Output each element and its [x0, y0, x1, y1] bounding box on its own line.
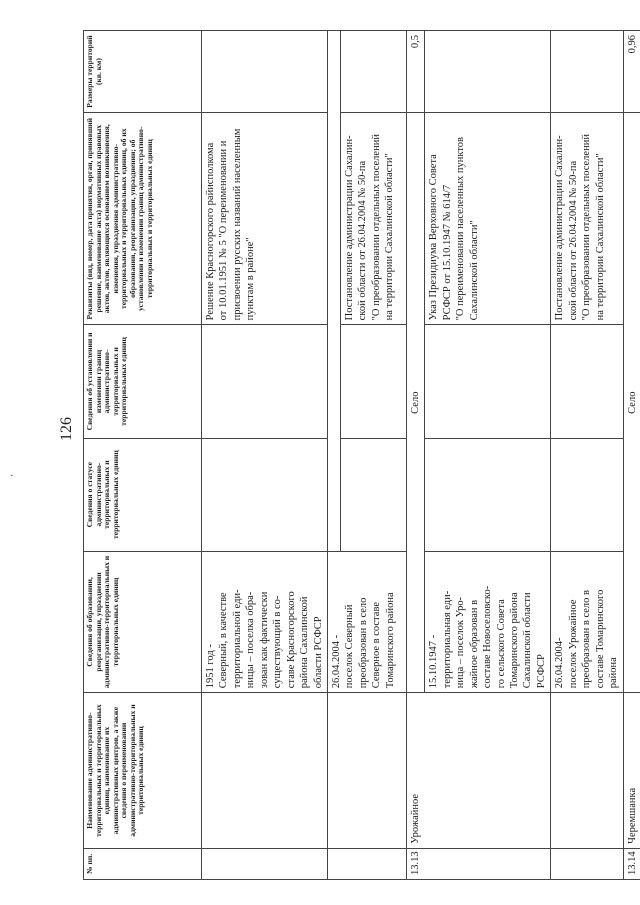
cell-formation: 15.10.1947 - территориальная еди- ница – поселок Уро- жайное образован в составе Новоселовско- го сельского Совета Томаринского района Сахалинской области РСФСР [425, 551, 551, 693]
cell-num [202, 848, 328, 879]
cell-num: 13.13 [406, 848, 550, 879]
cell-name [202, 693, 328, 849]
cell-status-span: Село [406, 113, 424, 693]
stray-mark: · [10, 470, 14, 482]
header-num: № пп. [84, 848, 202, 879]
cell-requisites: Постановление администрации Сахалин- ской области от 26.04.2004 № 50-па "О преобразовании отдельных поселений на территории Сахалинской области" [340, 113, 406, 325]
page-number: 126 [58, 417, 75, 441]
cell-span [327, 31, 340, 552]
cell-formation: 26.04.2004- поселок Урожайное преобразован в село в составе Томаринского района [551, 551, 623, 693]
registry-table-rotated [83, 30, 638, 880]
cell-name [327, 693, 406, 849]
table-row-13-13 [406, 31, 424, 880]
cell-size: 0,5 [406, 31, 424, 113]
cell-borders [340, 325, 406, 438]
cell-borders [202, 325, 328, 438]
cell-status [202, 438, 328, 551]
cell-status [425, 438, 551, 551]
registry-table [83, 30, 640, 880]
cell-status [340, 438, 406, 551]
table-row [327, 31, 340, 880]
cell-name: Черемшанка [623, 693, 640, 849]
header-name: Наименование административно-территориальных и территориальных единиц, наименование их административных центров, а также сведения о переименовании административно-территориальных и территориальных единиц [84, 693, 202, 849]
table-row-13-13b [551, 31, 623, 880]
cell-size [202, 31, 328, 113]
table-row [202, 31, 328, 880]
cell-borders [551, 325, 623, 438]
cell-num [327, 848, 406, 879]
cell-size: 0,96 [623, 31, 640, 113]
header-status: Сведения о статусе административно-территориальных и территориальных единиц [84, 438, 202, 551]
cell-size [551, 31, 623, 113]
cell-name: Урожайное [406, 693, 550, 849]
table-row-13-14 [623, 31, 640, 880]
cell-requisites: Указ Президиума Верховного Совета РСФСР от 15.10.1947 № 614/7 "О переименовании населенных пунктов Сахалинской области" [425, 113, 551, 325]
header-requisites: Реквизиты (вид, номер, дата принятия, орган, принявший решение, наименование акта) нормативных правовых актов, актов, являющихся основанием возникновения, изменения, упразднения административно-территориальных и территориальных единиц, об их образовании, реорганизации, упразднении; об установлении и изменении границ административно-территориальных и территориальных единиц [84, 113, 202, 325]
cell-requisites: Постановление администрации Сахалин- ской области от 26.04.2004 № 50-па "О преобразовании отдельных поселений на территории Сахалинской области" [551, 113, 623, 325]
cell-name [551, 693, 623, 849]
cell-num [551, 848, 623, 879]
cell-formation: 1951 год - Северный, в качестве территориальной еди- ницы – поселка обра- зован как фактически существующий в со- ставе Красногорского района Сахалинской области РСФСР [202, 551, 328, 693]
cell-size [340, 31, 406, 113]
cell-borders [425, 325, 551, 438]
header-size: Размеры территорий (кв. км) [84, 31, 202, 113]
cell-requisites: Решение Красногорского райисполкома от 10.01.1951 № 5 "О переименовании и присвоении русских названий населенным пунктам в районе" [202, 113, 328, 325]
header-borders: Сведения об установлении и изменении границ административно-территориальных и территориальных единиц [84, 325, 202, 438]
cell-size [425, 31, 551, 113]
cell-num: 13.14 [623, 848, 640, 879]
header-formation: Сведения об образовании, реорганизации, упразднении административно-территориальных и территориальных единиц [84, 551, 202, 693]
cell-formation: 26.04.2004 - поселок Северный преобразован в село Северное в составе Томаринского района [327, 551, 406, 693]
header-row [84, 31, 202, 880]
cell-status [551, 438, 623, 551]
cell-status-span: Село [623, 113, 640, 693]
